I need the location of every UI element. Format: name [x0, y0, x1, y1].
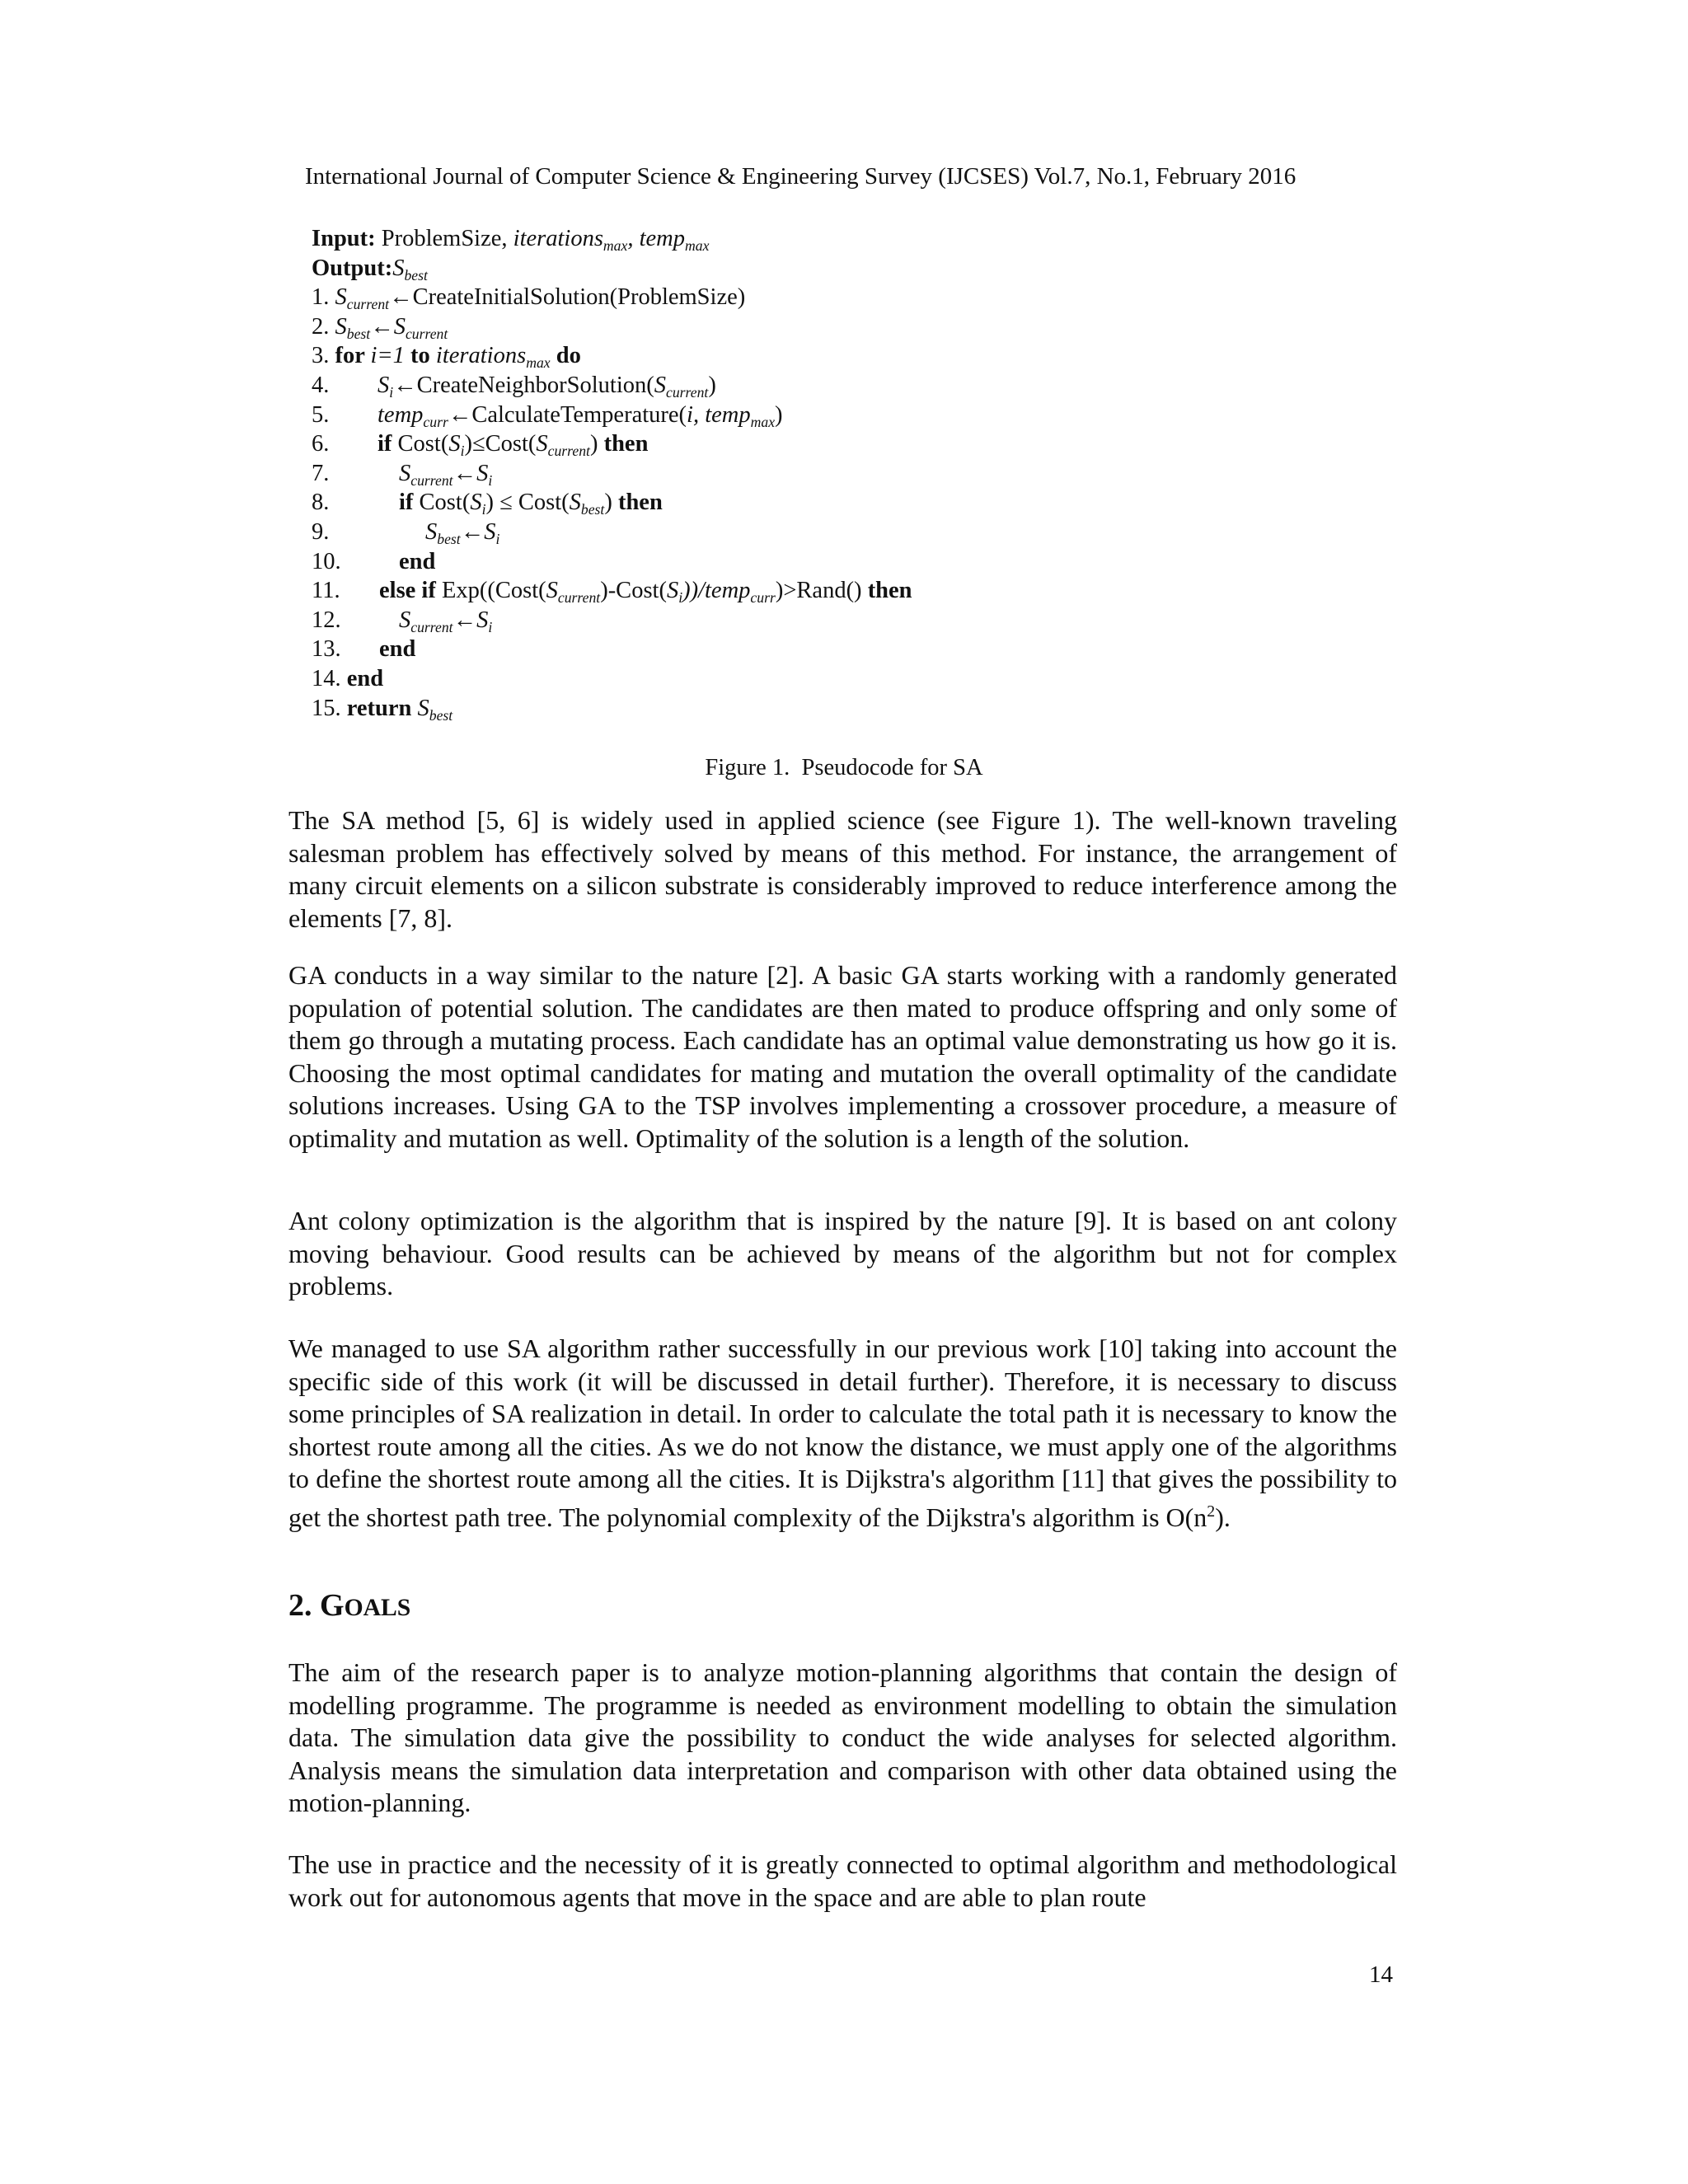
- code-keyword: end: [346, 665, 384, 691]
- pseudocode-line-5: [312, 401, 1383, 430]
- code-var: S: [546, 578, 558, 604]
- pseudocode-line-9: [312, 518, 1383, 547]
- code-keyword: if: [399, 490, 420, 516]
- paragraph-sa-method: The SA method [5, 6] is widely used in applied science (see Figure 1). The well-known traveling salesman problem has effectively solved by means of this method. For instance, the arrangement of many circuit elements on a silicon substrate is considerably improved to reduce interference among the elements [7, 8].: [288, 805, 1397, 933]
- code-var: S: [425, 518, 438, 545]
- code-keyword: do: [550, 343, 581, 369]
- code-var: S: [470, 490, 482, 516]
- input-label: Input:: [312, 226, 376, 251]
- code-var: S: [448, 431, 461, 457]
- code-keyword: if: [377, 431, 398, 457]
- line-number: 1.: [312, 284, 330, 311]
- pseudocode-line-14: [312, 664, 1383, 694]
- code-var: i=1: [370, 343, 405, 369]
- code-sub: curr: [750, 589, 776, 607]
- code-sub: i: [488, 618, 493, 635]
- code-keyword: to: [404, 343, 436, 369]
- code-sub: current: [346, 296, 390, 313]
- code-sub: curr: [423, 413, 448, 430]
- code-var: S: [393, 313, 406, 340]
- input-iterations: iterations: [513, 226, 603, 251]
- code-sub: max: [750, 413, 776, 430]
- code-sub: i: [495, 531, 500, 548]
- line-number: 8.: [312, 490, 330, 516]
- code-keyword: else if: [379, 578, 442, 604]
- code-text: ): [708, 372, 716, 398]
- code-var: S: [399, 460, 411, 486]
- code-text: )-Cost(: [600, 578, 667, 604]
- pseudocode-line-15: [312, 694, 1383, 724]
- code-text: ←CreateInitialSolution(ProblemSize): [389, 284, 746, 311]
- code-keyword: end: [379, 636, 416, 663]
- code-var: S: [377, 372, 390, 398]
- pseudocode-line-12: [312, 606, 1383, 635]
- code-sub: i: [678, 589, 683, 607]
- code-text: ): [604, 490, 618, 516]
- code-sub: i: [389, 384, 394, 401]
- code-var: S: [335, 313, 347, 340]
- pseudocode-output-line: [312, 254, 1383, 284]
- code-sub: i: [481, 501, 486, 518]
- line-number: 6.: [312, 431, 330, 457]
- code-text: ←: [452, 460, 477, 486]
- code-sub: i: [488, 471, 493, 489]
- code-var: S: [476, 460, 489, 486]
- line-number: 3.: [312, 343, 330, 369]
- code-text: )>Rand(): [775, 578, 868, 604]
- code-text: Cost(: [419, 490, 471, 516]
- input-temp: temp: [639, 226, 685, 251]
- input-separator: ,: [627, 226, 640, 251]
- line-number: 15.: [312, 695, 341, 721]
- code-keyword: then: [867, 578, 912, 604]
- code-keyword: then: [617, 490, 663, 516]
- code-sub: current: [666, 384, 709, 401]
- code-var: S: [335, 284, 347, 311]
- pseudocode-line-10: [312, 547, 1383, 577]
- code-keyword: end: [399, 548, 436, 574]
- section-title-initial: G: [320, 1588, 345, 1623]
- paragraph-sa-previous-work: [288, 1333, 1397, 1534]
- code-var: S: [654, 372, 667, 398]
- line-number: 14.: [312, 665, 341, 691]
- code-var: S: [666, 578, 679, 604]
- section-title-rest: OALS: [344, 1595, 411, 1621]
- paragraph-practice: The use in practice and the necessity of it is greatly connected to optimal algorithm and methodological work out for autonomous agents that move in the space and are able to plan route: [288, 1849, 1397, 1912]
- code-text: ←: [370, 313, 394, 340]
- line-number: 7.: [312, 460, 330, 486]
- line-number: 2.: [312, 313, 330, 340]
- paragraph-ant-colony: Ant colony optimization is the algorithm that is inspired by the nature [9]. It is based on ant colony moving behaviour. Good results can be achieved by means of the algorithm but not for complex problems.: [288, 1206, 1397, 1301]
- pseudocode-block: [312, 224, 1383, 723]
- code-sub: current: [405, 325, 448, 342]
- code-text: ) ≤ Cost(: [485, 490, 570, 516]
- pseudocode-line-3: [312, 341, 1383, 371]
- code-text: Exp((Cost(: [441, 578, 546, 604]
- code-keyword: then: [603, 431, 649, 457]
- code-text: ): [589, 431, 604, 457]
- line-number: 12.: [312, 607, 341, 633]
- output-var-sub: best: [404, 266, 428, 284]
- code-text: Cost(: [397, 431, 449, 457]
- code-sub: best: [429, 706, 453, 724]
- pseudocode-input-line: [312, 224, 1383, 254]
- line-number: 4.: [312, 372, 330, 398]
- line-number: 13.: [312, 636, 341, 663]
- pseudocode-line-8: [312, 488, 1383, 518]
- code-keyword: for: [335, 343, 371, 369]
- code-text: ): [775, 401, 783, 428]
- code-text: ←CalculateTemperature(: [448, 401, 687, 428]
- pseudocode-line-11: [312, 576, 1383, 606]
- code-text: ←CreateNeighborSolution(: [393, 372, 654, 398]
- code-var: S: [484, 518, 496, 545]
- code-var: iterations: [435, 343, 527, 369]
- pseudocode-line-13: [312, 635, 1383, 664]
- code-var: S: [536, 431, 548, 457]
- paragraph-text-end: ).: [1215, 1502, 1231, 1532]
- paragraph-aim: The aim of the research paper is to analyze motion-planning algorithms that contain the design of modelling programme. The programme is needed as environment modelling to obtain the simulation data. The simulation data give the possibility to conduct the wide analyses for selected algorithm. Analysis means the simulation data interpretation and comparison with other data obtained using the motion-planning.: [288, 1657, 1397, 1818]
- paragraph-ga: GA conducts in a way similar to the nature [2]. A basic GA starts working with a randomly generated population of potential solution. The candidates are then mated to produce offspring and only some of them go through a mutating process. Each candidate has an optimal value demonstrating us how go it is. Choosing the most optimal candidates for mating and mutation the overall optimality of the candidate solutions increases. Using GA to the TSP involves implementing a crossover procedure, a measure of optimality and mutation as well. Optimality of the solution is a length of the solution.: [288, 960, 1397, 1153]
- code-sub: max: [526, 354, 551, 372]
- code-var: S: [569, 490, 581, 516]
- figure-caption: Figure 1. Pseudocode for SA: [705, 755, 983, 780]
- pseudocode-line-1: [312, 283, 1383, 312]
- line-number: 11.: [312, 578, 340, 604]
- pseudocode-line-6: [312, 429, 1383, 459]
- input-temp-sub: max: [685, 237, 710, 255]
- code-var: i, temp: [687, 401, 751, 428]
- paragraph-text: We managed to use SA algorithm rather successfully in our previous work [10] taking into account the specific side of this work (it will be discussed in detail further). Therefore, it is necessary to discuss some principles of SA realization in detail. In order to calculate the total path it is necessary to know the shortest route among all the cities. As we do not know the distance, we must apply one of the algorithms to define the shortest route among all the cities. It is Dijkstra's algorithm [11] that gives the possibility to get the shortest path tree. The polynomial complexity of the Dijkstra's algorithm is O(n: [288, 1333, 1397, 1532]
- code-text: ))/: [682, 578, 706, 604]
- section-heading-goals: [288, 1586, 410, 1627]
- pseudocode-line-4: [312, 371, 1383, 401]
- code-sub: best: [346, 325, 371, 342]
- code-text: )≤Cost(: [464, 431, 537, 457]
- code-var: S: [417, 695, 429, 721]
- superscript: 2: [1207, 1502, 1216, 1521]
- code-text: ←: [460, 518, 485, 545]
- line-number: 9.: [312, 518, 330, 545]
- line-number: 5.: [312, 401, 330, 428]
- line-number: 10.: [312, 548, 341, 574]
- pseudocode-line-2: [312, 312, 1383, 342]
- code-sub: best: [580, 501, 605, 518]
- code-sub: current: [410, 471, 453, 489]
- running-header: International Journal of Computer Science & Engineering Survey (IJCSES) Vol.7, No.1, February 2016: [305, 163, 1296, 190]
- code-var: temp: [705, 578, 751, 604]
- pseudocode-line-7: [312, 459, 1383, 489]
- code-sub: i: [460, 443, 465, 460]
- code-var: S: [399, 607, 411, 633]
- code-sub: current: [557, 589, 601, 607]
- code-var: temp: [377, 401, 424, 428]
- output-label: Output:: [312, 255, 393, 281]
- code-sub: best: [437, 531, 461, 548]
- input-iterations-sub: max: [603, 237, 628, 255]
- code-text: ←: [452, 607, 477, 633]
- code-sub: current: [547, 443, 590, 460]
- page-number: 14: [1369, 1961, 1393, 1988]
- section-number: 2.: [288, 1588, 320, 1623]
- input-text: ProblemSize,: [381, 226, 513, 251]
- code-var: S: [476, 607, 489, 633]
- code-sub: current: [410, 618, 453, 635]
- code-keyword: return: [346, 695, 418, 721]
- output-var: S: [392, 255, 405, 281]
